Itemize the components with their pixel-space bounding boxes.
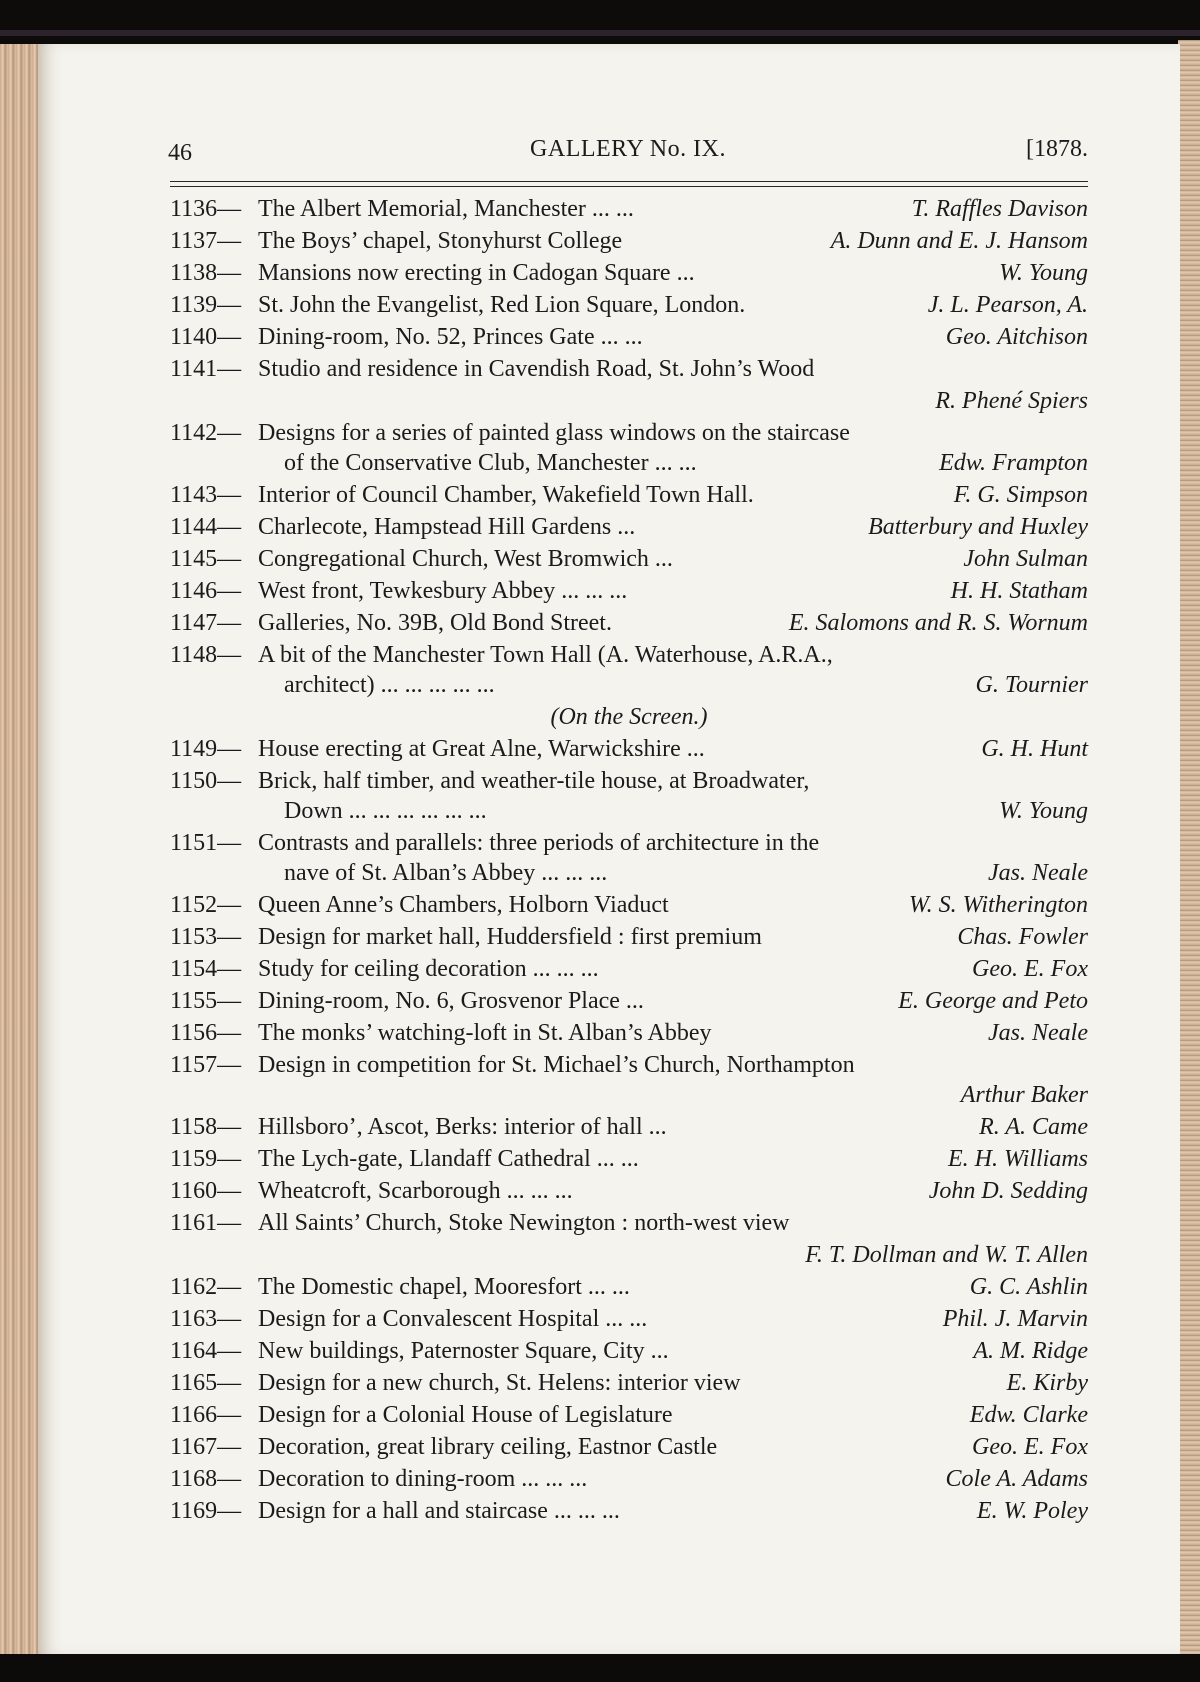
- page-header: [168, 134, 1088, 170]
- list-item: [170, 672, 1088, 704]
- list-item: [170, 798, 1088, 830]
- entry-author: T. Raffles Davison: [911, 196, 1088, 222]
- entry-number: 1148—: [170, 642, 242, 668]
- list-item: [170, 388, 1088, 420]
- list-item: [170, 1178, 1088, 1210]
- entry-author: E. Kirby: [1006, 1370, 1088, 1396]
- entry-number: 1151—: [170, 830, 242, 856]
- entry-author: E. Salomons and R. S. Wornum: [788, 610, 1088, 636]
- entry-title: Charlecote, Hampstead Hill Gardens ...: [258, 514, 636, 540]
- entry-title: The Albert Memorial, Manchester ... ...: [258, 196, 634, 222]
- bottom-dark-band: [0, 1654, 1200, 1682]
- list-item: [170, 228, 1088, 260]
- entry-author: Edw. Frampton: [939, 450, 1088, 476]
- entry-author: Jas. Neale: [988, 1020, 1088, 1046]
- entry-title: Dining-room, No. 52, Princes Gate ... ...: [258, 324, 643, 350]
- entry-author: Chas. Fowler: [957, 924, 1088, 950]
- list-item: [170, 956, 1088, 988]
- list-item: [170, 1402, 1088, 1434]
- entry-title: Study for ceiling decoration ... ... ...: [258, 956, 599, 982]
- entry-title: A bit of the Manchester Town Hall (A. Waterhouse, A.R.A.,: [258, 642, 833, 668]
- entry-author: E. H. Williams: [947, 1146, 1088, 1172]
- entry-author: R. A. Came: [979, 1114, 1088, 1140]
- entry-title: Studio and residence in Cavendish Road, St. John’s Wood: [258, 356, 815, 382]
- entry-author: Jas. Neale: [988, 860, 1088, 886]
- entry-author: John D. Sedding: [928, 1178, 1088, 1204]
- entry-title: Design for a Colonial House of Legislature: [258, 1402, 673, 1428]
- list-item: [170, 260, 1088, 292]
- entry-title: The Boys’ chapel, Stonyhurst College: [258, 228, 623, 254]
- entry-number: 1155—: [170, 988, 242, 1014]
- entry-author: John Sulman: [963, 546, 1088, 572]
- entry-number: 1149—: [170, 736, 242, 762]
- entry-title: Brick, half timber, and weather-tile house, at Broadwater,: [258, 768, 810, 794]
- entry-number: 1142—: [170, 420, 242, 446]
- list-item: [170, 1306, 1088, 1338]
- entry-number: 1143—: [170, 482, 242, 508]
- entry-title: The monks’ watching-loft in St. Alban’s Abbey: [258, 1020, 712, 1046]
- list-item: [170, 830, 1088, 862]
- entry-number: 1164—: [170, 1338, 242, 1364]
- entry-number: 1153—: [170, 924, 242, 950]
- entry-number: 1150—: [170, 768, 242, 794]
- list-item: [170, 482, 1088, 514]
- list-item: [170, 578, 1088, 610]
- entry-author: R. Phené Spiers: [935, 388, 1088, 414]
- entry-title: Down ... ... ... ... ... ...: [284, 798, 487, 824]
- list-item: [170, 1020, 1088, 1052]
- entry-title: Decoration to dining-room ... ... ...: [258, 1466, 588, 1492]
- page-stack-edge: [1178, 40, 1200, 1660]
- entry-author: Geo. Aitchison: [945, 324, 1088, 350]
- entry-author: G. Tournier: [975, 672, 1088, 698]
- list-item: [170, 642, 1088, 674]
- entry-number: 1166—: [170, 1402, 242, 1428]
- screen-note: (On the Screen.): [550, 704, 708, 730]
- entry-title: architect) ... ... ... ... ...: [284, 672, 495, 698]
- list-item: [170, 892, 1088, 924]
- list-item: [170, 1052, 1088, 1084]
- entry-title: Dining-room, No. 6, Grosvenor Place ...: [258, 988, 644, 1014]
- list-item: [170, 1114, 1088, 1146]
- entry-title: Design for a Convalescent Hospital ... ...: [258, 1306, 648, 1332]
- list-item: [170, 610, 1088, 642]
- entry-title: Hillsboro’, Ascot, Berks: interior of hall ...: [258, 1114, 667, 1140]
- entry-number: 1147—: [170, 610, 242, 636]
- header-rule: [170, 181, 1088, 182]
- header-rule-double: [170, 186, 1088, 187]
- entry-author: Phil. J. Marvin: [942, 1306, 1088, 1332]
- entry-author: E. W. Poley: [976, 1498, 1088, 1524]
- entry-author: A. Dunn and E. J. Hansom: [830, 228, 1088, 254]
- entry-title: Design for a hall and staircase ... ... ...: [258, 1498, 620, 1524]
- entry-title: Design for market hall, Huddersfield : first premium: [258, 924, 762, 950]
- entry-title: Queen Anne’s Chambers, Holborn Viaduct: [258, 892, 669, 918]
- list-item: [170, 768, 1088, 800]
- list-item: [170, 988, 1088, 1020]
- list-item: [170, 704, 1088, 736]
- list-item: [170, 324, 1088, 356]
- entry-number: 1168—: [170, 1466, 242, 1492]
- entry-number: 1146—: [170, 578, 242, 604]
- list-item: [170, 1338, 1088, 1370]
- page-year: [1878.: [1026, 136, 1088, 162]
- entry-author: H. H. Statham: [950, 578, 1088, 604]
- list-item: [170, 1082, 1088, 1114]
- entry-author: W. S. Witherington: [908, 892, 1088, 918]
- entry-number: 1145—: [170, 546, 242, 572]
- page-title: GALLERY No. IX.: [530, 136, 726, 162]
- entry-title: Design for a new church, St. Helens: interior view: [258, 1370, 741, 1396]
- entry-number: 1162—: [170, 1274, 242, 1300]
- entry-title: The Lych-gate, Llandaff Cathedral ... ...: [258, 1146, 639, 1172]
- list-item: [170, 1242, 1088, 1274]
- entry-author: W. Young: [999, 260, 1088, 286]
- entry-author: W. Young: [999, 798, 1088, 824]
- entry-title: of the Conservative Club, Manchester ... ...: [284, 450, 697, 476]
- entry-author: Geo. E. Fox: [972, 956, 1088, 982]
- entry-title: Contrasts and parallels: three periods of architecture in the: [258, 830, 820, 856]
- list-item: [170, 514, 1088, 546]
- entry-title: All Saints’ Church, Stoke Newington : north-west view: [258, 1210, 790, 1236]
- entry-number: 1140—: [170, 324, 242, 350]
- list-item: [170, 196, 1088, 228]
- book-spine-edge: [0, 44, 40, 1654]
- list-item: [170, 1498, 1088, 1530]
- entry-author: G. C. Ashlin: [969, 1274, 1088, 1300]
- entry-author: A. M. Ridge: [973, 1338, 1088, 1364]
- entry-title: St. John the Evangelist, Red Lion Square, London.: [258, 292, 746, 318]
- list-item: [170, 1274, 1088, 1306]
- list-item: [170, 356, 1088, 388]
- list-item: [170, 450, 1088, 482]
- entry-number: 1156—: [170, 1020, 242, 1046]
- entry-title: Design in competition for St. Michael’s Church, Northampton: [258, 1052, 855, 1078]
- entry-number: 1160—: [170, 1178, 242, 1204]
- entry-number: 1157—: [170, 1052, 242, 1078]
- entry-author: Edw. Clarke: [969, 1402, 1088, 1428]
- entry-author: Geo. E. Fox: [972, 1434, 1088, 1460]
- list-item: [170, 736, 1088, 768]
- entry-title: Galleries, No. 39B, Old Bond Street.: [258, 610, 612, 636]
- list-item: [170, 420, 1088, 452]
- entry-title: Congregational Church, West Bromwich ...: [258, 546, 673, 572]
- page-number: 46: [168, 140, 192, 166]
- entry-author: E. George and Peto: [898, 988, 1088, 1014]
- entry-number: 1138—: [170, 260, 242, 286]
- entry-title: New buildings, Paternoster Square, City ...: [258, 1338, 669, 1364]
- list-item: [170, 1210, 1088, 1242]
- entry-number: 1136—: [170, 196, 242, 222]
- entry-author: G. H. Hunt: [981, 736, 1088, 762]
- entry-number: 1158—: [170, 1114, 242, 1140]
- entry-number: 1152—: [170, 892, 242, 918]
- entry-title: House erecting at Great Alne, Warwickshire ...: [258, 736, 705, 762]
- entry-author: J. L. Pearson, A.: [927, 292, 1088, 318]
- entry-number: 1141—: [170, 356, 242, 382]
- entry-title: The Domestic chapel, Mooresfort ... ...: [258, 1274, 630, 1300]
- entry-number: 1159—: [170, 1146, 242, 1172]
- entry-author: Arthur Baker: [960, 1082, 1088, 1108]
- entry-title: Decoration, great library ceiling, Eastnor Castle: [258, 1434, 718, 1460]
- list-item: [170, 1146, 1088, 1178]
- entry-number: 1144—: [170, 514, 242, 540]
- top-dark-band: [0, 0, 1200, 40]
- list-item: [170, 924, 1088, 956]
- entry-number: 1161—: [170, 1210, 242, 1236]
- list-item: [170, 546, 1088, 578]
- entry-title: nave of St. Alban’s Abbey ... ... ...: [284, 860, 608, 886]
- entry-number: 1139—: [170, 292, 242, 318]
- list-item: [170, 860, 1088, 892]
- entry-number: 1137—: [170, 228, 242, 254]
- entry-title: Designs for a series of painted glass windows on the staircase: [258, 420, 850, 446]
- entry-title: Mansions now erecting in Cadogan Square ...: [258, 260, 695, 286]
- entry-author: F. G. Simpson: [953, 482, 1088, 508]
- entry-number: 1167—: [170, 1434, 242, 1460]
- list-item: [170, 1370, 1088, 1402]
- entry-number: 1163—: [170, 1306, 242, 1332]
- list-item: [170, 292, 1088, 324]
- list-item: [170, 1466, 1088, 1498]
- entry-number: 1169—: [170, 1498, 242, 1524]
- entry-number: 1165—: [170, 1370, 242, 1396]
- entry-title: Interior of Council Chamber, Wakefield Town Hall.: [258, 482, 754, 508]
- list-item: [170, 1434, 1088, 1466]
- entry-author: Batterbury and Huxley: [868, 514, 1088, 540]
- entry-number: 1154—: [170, 956, 242, 982]
- entry-title: Wheatcroft, Scarborough ... ... ...: [258, 1178, 573, 1204]
- entry-title: West front, Tewkesbury Abbey ... ... ...: [258, 578, 628, 604]
- entry-author: F. T. Dollman and W. T. Allen: [805, 1242, 1088, 1268]
- entry-author: Cole A. Adams: [945, 1466, 1088, 1492]
